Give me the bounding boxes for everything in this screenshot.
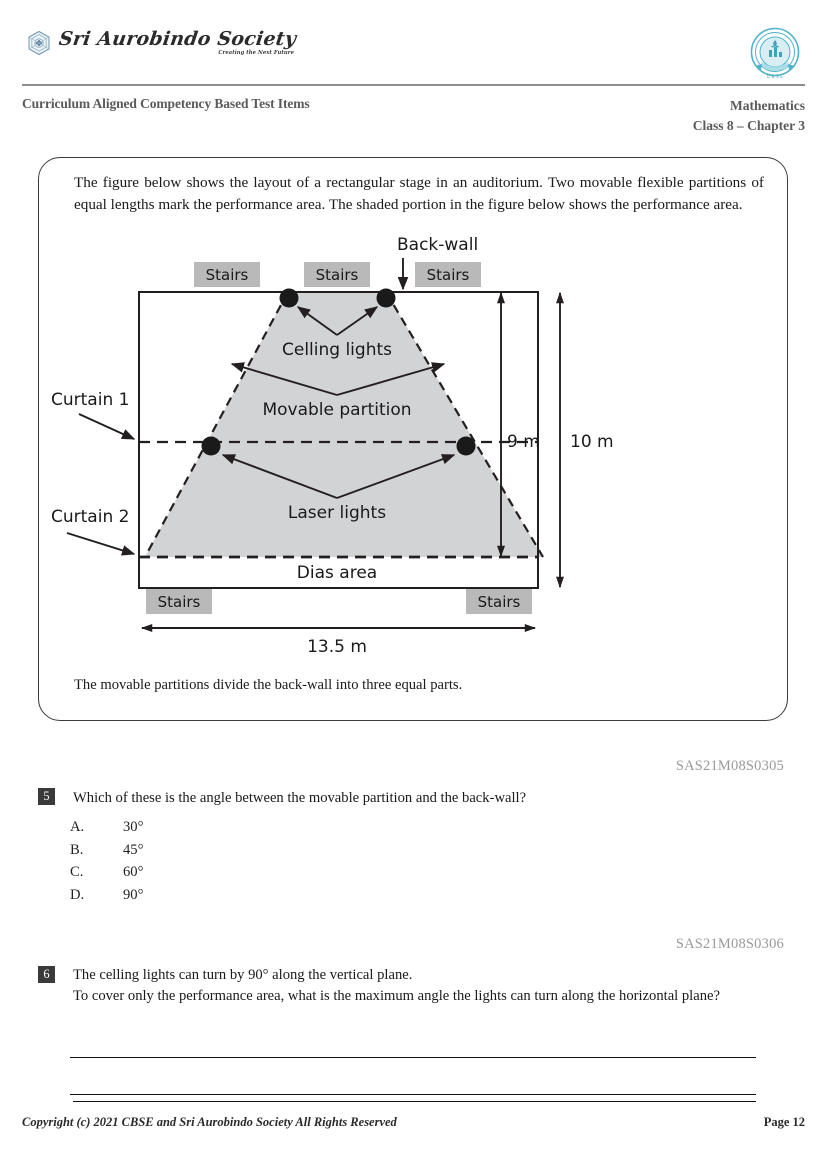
ceiling-light-dot-left <box>280 289 299 308</box>
question-text-6 <box>73 965 779 1007</box>
stairs-label-top-right: Stairs <box>426 266 470 284</box>
item-code-q6: SAS21M08S0306 <box>675 936 784 952</box>
option-value-c: 60° <box>123 864 144 881</box>
option-row-a[interactable] <box>70 816 143 839</box>
option-value-a: 30° <box>123 819 144 835</box>
header-subject: Mathematics <box>730 98 805 113</box>
question-number-5: 5 <box>38 788 55 805</box>
movable-partition-label: Movable partition <box>262 400 412 420</box>
question-6-line-2: To cover only the performance area, what is the maximum angle the lights can turn along the horizontal plane? <box>73 988 720 1005</box>
question-6-line-1: The celling lights can turn by 90° along the vertical plane. <box>73 967 413 983</box>
option-value-d: 90° <box>123 886 144 903</box>
laser-lights-label: Laser lights <box>287 503 387 523</box>
laser-light-dot-right <box>457 437 476 456</box>
question-text-5: Which of these is the angle between the movable partition and the back-wall? <box>73 790 527 806</box>
svg-text:C B S E: C B S E <box>766 75 784 80</box>
option-row-d[interactable] <box>70 884 143 907</box>
curtain-2-arrow <box>67 533 134 554</box>
option-letter-b: B. <box>70 841 84 858</box>
answer-line-2[interactable] <box>70 1094 756 1095</box>
sri-aurobindo-society-logo <box>26 30 296 56</box>
page-header <box>0 0 827 140</box>
back-wall-label: Back-wall <box>397 235 479 255</box>
dimension-135m-label: 13.5 m <box>307 637 367 657</box>
header-meta <box>693 96 805 135</box>
dias-area-label: Dias area <box>296 563 378 583</box>
cbse-seal-icon <box>749 26 801 82</box>
header-class-chapter: Class 8 – Chapter 3 <box>692 117 805 133</box>
option-letter-a: A. <box>70 819 85 835</box>
brand-wordmark <box>59 30 296 56</box>
stimulus-note-text: The movable partitions divide the back-wall into three equal parts. <box>74 677 463 693</box>
curtain-1-label: Curtain 1 <box>51 390 130 410</box>
ceiling-light-dot-right <box>377 289 396 308</box>
option-letter-c: C. <box>70 864 84 881</box>
society-emblem-icon <box>26 30 52 56</box>
answer-line-1[interactable] <box>70 1057 756 1058</box>
stage-diagram-svg <box>51 233 739 658</box>
laser-light-dot-left <box>202 437 221 456</box>
stairs-label-bottom-left: Stairs <box>157 593 201 611</box>
ceiling-lights-label: Celling lights <box>281 340 393 360</box>
stimulus-intro-text: The figure below shows the layout of a rectangular stage in an auditorium. Two movable flexible partitions of equal lengths mark the performance area. The shaded portion in the figure below shows the performance area. <box>74 174 764 213</box>
stairs-label-top-center: Stairs <box>315 266 359 284</box>
dimension-9m-label: 9 m <box>507 432 540 452</box>
footer-divider <box>73 1101 756 1102</box>
dimension-10m-label: 10 m <box>570 432 614 452</box>
header-divider <box>22 84 805 86</box>
footer-copyright: Copyright (c) 2021 CBSE and Sri Aurobindo Society All Rights Reserved <box>22 1115 397 1129</box>
stage-layout-figure <box>51 233 739 658</box>
brand-name: Sri Aurobindo Society <box>57 28 298 50</box>
stimulus-card <box>38 157 788 721</box>
question-number-6: 6 <box>38 966 55 983</box>
option-row-c[interactable] <box>70 861 143 884</box>
header-subtitle: Curriculum Aligned Competency Based Test Items <box>22 96 310 111</box>
brand-tagline: Creating the Next Future <box>218 50 294 56</box>
option-value-b: 45° <box>123 841 144 858</box>
option-row-b[interactable] <box>70 839 143 862</box>
item-code-q5: SAS21M08S0305 <box>675 758 784 774</box>
footer-page-number: Page 12 <box>763 1115 805 1129</box>
stairs-label-bottom-right: Stairs <box>477 593 521 611</box>
stairs-label-top-left: Stairs <box>205 266 249 284</box>
stairs-bottom-group <box>146 589 532 614</box>
curtain-1-arrow <box>79 414 134 439</box>
curtain-2-label: Curtain 2 <box>51 507 130 527</box>
question-5-options <box>70 816 143 906</box>
option-letter-d: D. <box>70 886 85 903</box>
